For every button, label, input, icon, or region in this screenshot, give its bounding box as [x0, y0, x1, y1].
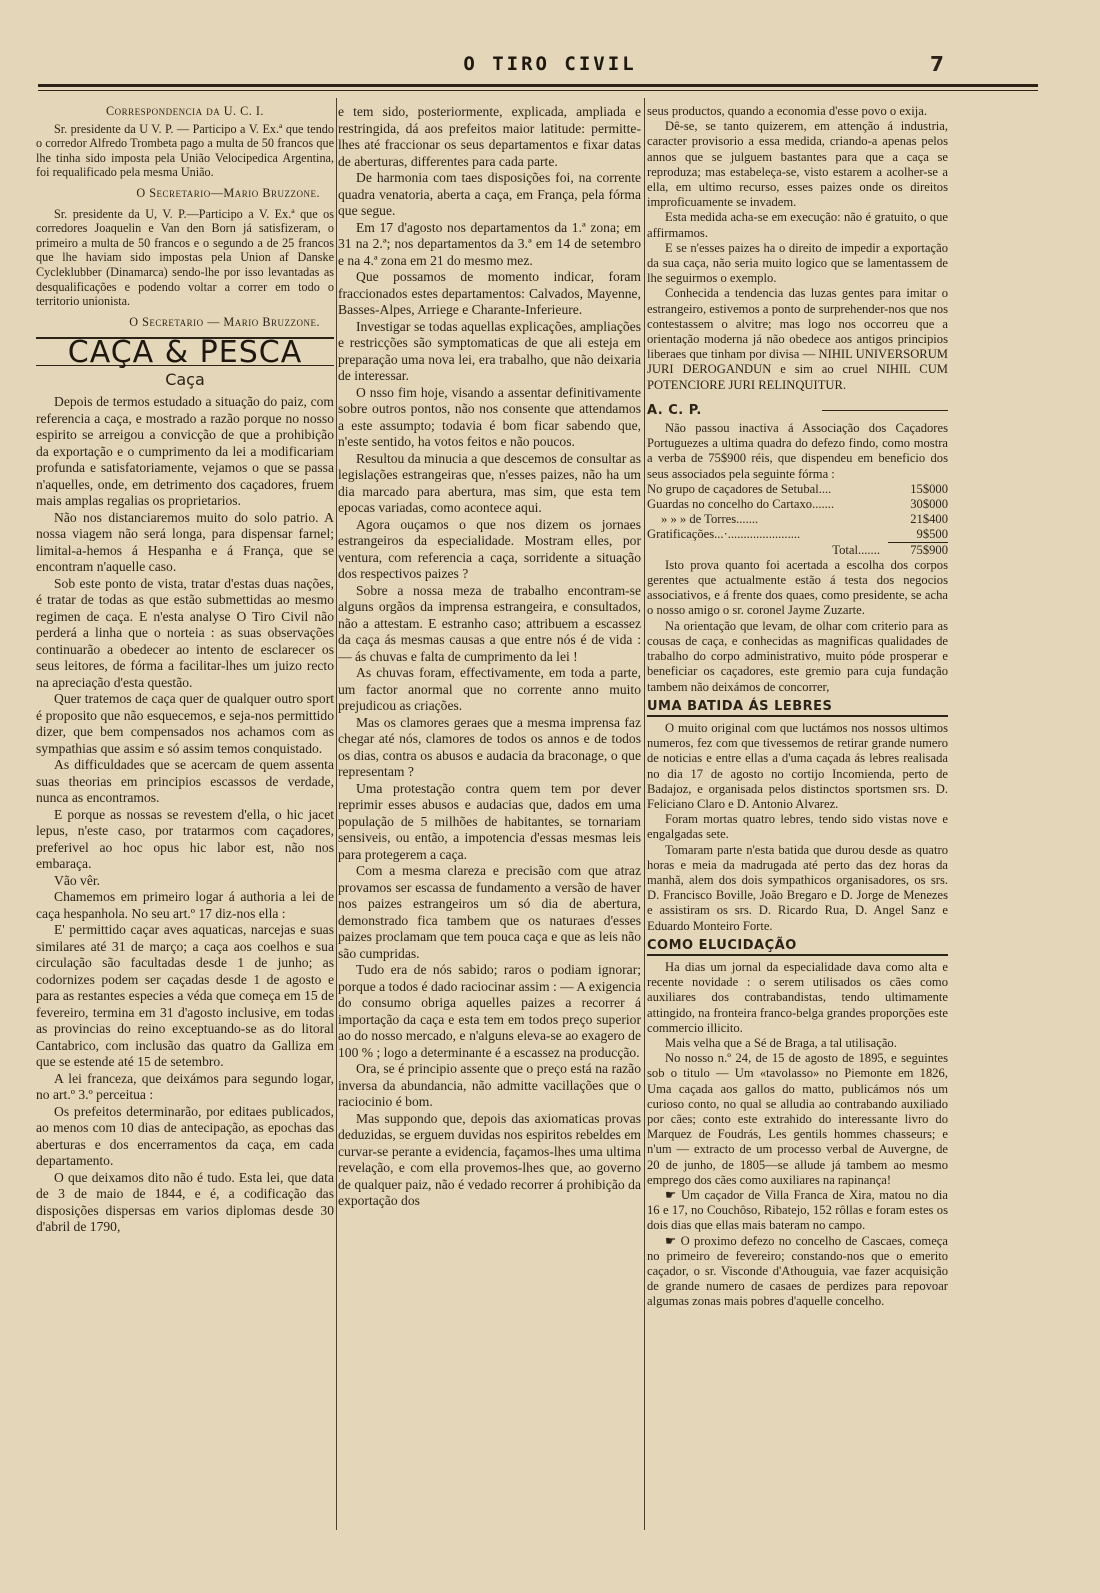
acp-title-rule [822, 410, 948, 411]
article-paragraph: E se n'esses paizes ha o direito de impedir a exportação da sua caça, não seria muito logico que se lamentassem de lhe seguirmos o exemplo. [647, 240, 948, 286]
article-paragraph: Os prefeitos determinarão, por editaes publicados, ao menos com 10 dias de antecipação, as epochas das aberturas e dos encerramentos da caça, em cada departamento. [36, 1103, 334, 1169]
article-paragraph: No nosso n.º 24, de 15 de agosto de 1895, e seguintes sob o titulo — Um «tavolasso» no Piemonte em 1826, Uma caçada aos gallos do matto, publicámos nós um curioso conto, no qual se alludia ao contrabando auxiliado por cães; conto este extrahido do interessante livro do Marquez de Foudrás, Les gentils hommes chasseurs; e n'um — extracto de um processo verbal de Auvergne, de 20 de junho, de 1805—se allude já tambem ao mesmo emprego dos cães como auxiliares na rapinança! [647, 1051, 948, 1187]
article-paragraph: Mas suppondo que, depois das axiomaticas provas deduzidas, se erguem duvidas nos espiritos rebeldes em curvar-se perante a evidencia, façamos-lhes uma ultima revelação, e com ella provemos-lhes que, ao governo de qualquer paiz, não é vedado recorrer á prohibição da exportação dos [338, 1110, 641, 1208]
article-paragraph: Uma protestação contra quem tem por dever reprimir esses abusos e audacias que, dados em uma população de 5 milhões de habitantes, se tornariam sensiveis, ou então, a impotencia d'essas mesmas leis para protegerem a caça. [338, 780, 641, 862]
article-paragraph: Isto prova quanto foi acertada a escolha dos corpos gerentes que actualmente estão á testa dos negocios associativos, e á frente dos quaes, como presidente, se acha o nosso amigo o sr. coronel Jayme Zuzarte. [647, 557, 948, 618]
article-paragraph: Sobre a nossa meza de trabalho encontram-se alguns orgãos da imprensa estrangeira, e consultados, não a attestam. E estranho caso; attribuem a escassez da caça ás mesmas causas a que entre nós é de vida : — ás chuvas e falta de cumprimento da lei ! [338, 582, 641, 664]
expense-label: No grupo de caçadores de Setubal.... [647, 481, 832, 496]
article-paragraph: O muito original com que luctámos nos nossos ultimos numeros, fez com que tivessemos de retirar grande numero de noticias e entre ellas a d'uma caçada ás lebres realisada no dia 17 de agosto no cortijo Incomienda, perto de Badajoz, e organisada pelos distinctos sportsmen srs. D. Feliciano Claro e D. Antonio Alvarez. [647, 720, 948, 811]
article-paragraph: As chuvas foram, effectivamente, em toda a parte, um factor anormal que no corrente anno muito prejudicou as criações. [338, 665, 641, 713]
correspondence-letter-1: Sr. presidente da U V. P. — Participo a V. Ex.ª que tendo o corredor Alfredo Trombeta pago a multa de 50 francos que lhe tinha sido imposta pela União Velocipedica Argentina, foi requalificado pela mesma União. [36, 121, 334, 180]
paragraph-text: Um caçador de Villa Franca de Xira, matou no dia 16 e 17, no Couchôso, Ribatejo, 152 rôllas e foram estes os dois dias que ellas mais bateram no campo. [647, 1188, 948, 1233]
article-paragraph: Agora ouçamos o que nos dizem os jornaes estrangeiros da especialidade. Mostram elles, por ventura, com referencia a caça, sorridente a situação dos respectivos paizes ? [338, 516, 641, 581]
total-amount: 75$900 [910, 542, 948, 557]
expense-amount: 21$400 [910, 511, 948, 526]
table-row [647, 482, 948, 497]
column-divider-1 [336, 98, 337, 1530]
expense-label: Gratificações...·....................... [647, 527, 801, 542]
signature-2: O Secretario — Mario Bruzzone. [129, 314, 320, 329]
elucidacao-title: COMO ELUCIDAÇÃO [647, 937, 797, 953]
article-paragraph: Resultou da minucia a que descemos de consultar as legislações estrangeiras que, n'esses paizes, não ha um dia marcado para abertura, mas sim, que esta tem epocas variadas, como acontece aqui. [338, 450, 641, 515]
table-row [647, 527, 948, 543]
article-paragraph: Tomaram parte n'esta batida que durou desde as quatro horas e meia da madrugada até perto das dez horas da manhã, alem dos dois sympathicos organisadores, os srs. D. Francisco Boville, João Bregaro e D. Jorge de Menezes e assistiram os srs. D. Ricardo Rua, D. Angel Sanz e Eduardo Monteiro Forte. [647, 842, 948, 933]
article-paragraph [647, 1188, 948, 1234]
article-paragraph: E' permittido caçar aves aquaticas, narcejas e suas similares até 31 de março; a caça aos coelhos e sua circulação são facultadas desde 1 de junho; as codornizes podem ser caçadas desde 1 de agosto e para as restantes especies a véda que começa em 15 de fevereiro, termina em 31 d'agosto inclusive, em todas as provincias do reino exceptuando-se as do litoral Cantabrico, com inclusão das quatro da Galliza em que se estende até 15 de setembro. [36, 922, 334, 1070]
acp-intro: Não passou inactiva á Associação dos Caçadores Portuguezes a ultima quadra do defezo findo, como mostra a verba de 75$900 réis, que dispendeu em beneficio dos seus associados pela seguinte fórma : [647, 421, 948, 481]
expense-label: Guardas no concelho do Cartaxo....... [647, 496, 835, 511]
table-row [647, 497, 948, 512]
table-total-row [647, 542, 948, 558]
article-paragraph: Que possamos de momento indicar, foram fraccionados estes departamentos: Calvados, Mayenne, Basses-Alpes, Arriege e Charante-Inferieure. [338, 269, 641, 317]
article-paragraph: Sob este ponto de vista, tratar d'estas duas nações, é tratar de todas as que estão submettidas ao mesmo regimen de caça. E n'esta analyse O Tiro Civil não perderá a linha que o norteia : as suas observações continuarão a obedecer ao intento de esclarecer os seus leitores, de fórma a facilitar-lhes um juizo recto na apreciação d'esta questão. [36, 575, 334, 690]
article-paragraph: Não nos distanciaremos muito do solo patrio. A nossa viagem não será longa, para dispensar farnel; limital-a-hemos á Hespanha e á França, que se encontram n'aquelle caso. [36, 509, 334, 575]
expense-amount: 15$000 [910, 481, 948, 496]
article-paragraph: Depois de termos estudado a situação do paiz, com referencia a caça, e mostrado a razão porque no nosso espirito se arreigou a convicção de que a prohibição da exportação e o cumprimento da lei a modificariam profunda e satisfatoriamente, vejamos o que se passa n'aquelles, onde, em detrimento dos caçadores, fruem mais amplas regalias os proprietarios. [36, 394, 334, 509]
pointing-hand-icon: ☛ [665, 1233, 681, 1248]
article-paragraph: Mais velha que a Sé de Braga, a tal utilisação. [665, 1035, 897, 1050]
article-paragraph: Esta medida acha-se em execução: não é gratuito, o que affirmamos. [647, 210, 948, 240]
expense-label: » » » de Torres....... [661, 511, 759, 526]
article-paragraph: Ora, se é principio assente que o preço está na razão inversa da abundancia, não admitte vacillações que o raciocinio é bom. [338, 1061, 641, 1109]
article-paragraph: Tudo era de nós sabido; raros o podiam ignorar; porque a todos é dado raciocinar assim : — A exigencia do consumo obriga aquelles paizes a recorrer á importação da caça e esta tem em todos preço superior ao do nosso mercado, e n'alguns eleva-se ao exagero de 100 % ; logo a determinante é a escassez na producção. [338, 962, 641, 1060]
pointing-hand-icon: ☛ [665, 1188, 681, 1202]
expense-amount: 9$500 [888, 527, 948, 543]
article-paragraph [647, 1234, 948, 1310]
column-divider-2 [644, 98, 645, 1530]
article-paragraph: Mas os clamores geraes que a mesma imprensa faz chegar até nós, clamores de todos os annos e de todos os dias, contra os abusos e audacia da braconage, o que representam ? [338, 714, 641, 779]
article-paragraph: e tem sido, posteriormente, explicada, ampliada e restringida, dá aos prefeitos maior latitude: permitte-lhes até fraccionar os seus departamentos e fixar datas de aberturas, differentes para cada parte. [338, 104, 641, 169]
column-1 [36, 104, 334, 1236]
article-paragraph: Ha dias um jornal da especialidade dava como alta e recente novidade : o serem utilisados os cães como auxiliares dos contrabandistas, tendo ultimamente attingido, na fronteira franco-belga grandes proporções este commercio illicito. [647, 959, 948, 1035]
article-paragraph: As difficuldades que se acercam de quem assenta suas theorias em principios escassos de verdade, nunca as encontramos. [36, 757, 334, 806]
acp-title: A. C. P. [647, 402, 702, 418]
elucidacao-title-rule [647, 954, 948, 956]
acp-heading-row [647, 403, 948, 418]
article-paragraph: Chamemos em primeiro logar á authoria a lei de caça hespanhola. No seu art.º 17 diz-nos ella : [36, 889, 334, 921]
newspaper-title: O TIRO CIVIL [463, 53, 637, 75]
section-subtitle: Caça [165, 369, 205, 389]
batida-title-rule [647, 715, 948, 717]
article-paragraph: O nsso fim hoje, visando a assentar definitivamente sobre outros pontos, não nos consente que attendamos a este assumpto; todavia é bom ficar sabendo que, n'este sentido, ha votos feitos e não poucos. [338, 384, 641, 449]
article-paragraph: Investigar se todas aquellas explicações, ampliações e restricções são symptomaticas de que ali esteja em preparação uma nova lei, era trabalho, que não deixaria de interessar. [338, 318, 641, 383]
article-paragraph: seus productos, quando a economia d'esse povo o exija. [647, 104, 927, 118]
article-paragraph: Dê-se, se tanto quizerem, em attenção á industria, caracter provisorio a essa medida, criando-a apenas pelos annos que se julguem bastantes para que a caça se reproduza; mas estabeleça-se, visto estarem a acolher-se a ella, em ultimo recurso, esses paizes onde os direitos improficuamente se invadem. [647, 119, 948, 210]
article-paragraph: Conhecida a tendencia das luzas gentes para imitar o estrangeiro, estivemos a ponto de surprehender-nos que nos contestassem o alvitre; mas logo nos occorreu que a orientação moderna já não obedece aos antigos principios liberaes que tinham por divisa — NIHIL UNIVERSORUM JURI DEROGANDUN e sim ao cruel NIHIL CUM POTENCIORE JURI RELINQUITUR. [647, 286, 948, 392]
column-3 [647, 104, 948, 1310]
header-rule-thick [38, 84, 1038, 87]
acp-expenses-table [647, 482, 948, 558]
correspondence-title: Correspondencia da U. C. I. [106, 104, 264, 118]
article-paragraph: Na orientação que levam, de olhar com criterio para as cousas de caça, e conhecidas as magnificas qualidades de trabalho do corpo administrativo, muito póde prosperar e beneficiar os caçadores, este gremio para cuja fundação tambem não deixámos de concorrer, [647, 618, 948, 694]
header-rule-thin [38, 90, 1038, 91]
column-2 [338, 104, 641, 1210]
article-paragraph: De harmonia com taes disposições foi, na corrente quadra venatoria, aberta a caça, em França, pela fórma que segue. [338, 170, 641, 218]
batida-title: UMA BATIDA ÁS LEBRES [647, 698, 833, 714]
section-title: CAÇA & PESCA [67, 335, 303, 371]
article-paragraph: Foram mortas quatro lebres, tendo sido vistas nove e engalgadas sete. [647, 812, 948, 842]
expense-amount: 30$000 [910, 496, 948, 511]
paragraph-text: O proximo defezo no concelho de Cascaes, começa no primeiro de fevereiro; constando-nos que o emerito caçador, o sr. Visconde d'Athouguia, vae fazer acquisição de grande numero de casaes de perdizes para repovoar algumas zonas mais pobres d'aquelle concelho. [647, 1233, 948, 1309]
article-paragraph: O que deixamos dito não é tudo. Esta lei, que data de 3 de maio de 1844, e é, a codificação das disposições dispersas em varios diplomas desde 30 d'abril de 1790, [36, 1169, 334, 1235]
article-paragraph: Vão vêr. [54, 872, 101, 888]
article-paragraph: Em 17 d'agosto nos departamentos da 1.ª zona; em 31 na 2.ª; nos departamentos da 3.ª em 14 de setembro e na 4.ª zona em 21 do mesmo mez. [338, 219, 641, 268]
signature-1: O Secretario—Mario Bruzzone. [136, 185, 320, 200]
article-paragraph: A lei franceza, que deixámos para segundo logar, no art.º 3.º perceitua : [36, 1070, 334, 1103]
correspondence-letter-2: Sr. presidente da U, V. P.—Participo a V. Ex.ª que os corredores Joaquelin e Van den Born já satisfizeram, o primeiro a multa de 50 francos e o segundo a de 25 francos que lhe haviam sido impostas pela Union af Danske Cycleklubber (Dinamarca) sendo-lhe por isso levantadas as desqualificações e podendo voltar a correr em todo o territorio unionista. [36, 206, 334, 309]
total-label: Total....... [832, 542, 880, 557]
article-paragraph: Com a mesma clareza e precisão com que atraz provamos ser escassa de fundamento a versão de haver nos paizes estrangeiros um só dia de abertura, demonstrado fica tambem que os naturaes d'esses paizes proclamam que tem pouca caça e que as leis não são cumpridas. [338, 863, 641, 961]
table-row [647, 512, 948, 527]
article-paragraph: E porque as nossas se revestem d'ella, o hic jacet lepus, n'este caso, por tratarmos com caçadores, preferivel ao hoc opus hic labor est, não nos embaraça. [36, 806, 334, 872]
page-number: 7 [930, 52, 944, 76]
article-paragraph: Quer tratemos de caça quer de qualquer outro sport é proposito que não esquecemos, e seja-nos permittido dizer, que bem compensados nos achamos com as sympathias que assim e só assim temos conquistado. [36, 691, 334, 756]
